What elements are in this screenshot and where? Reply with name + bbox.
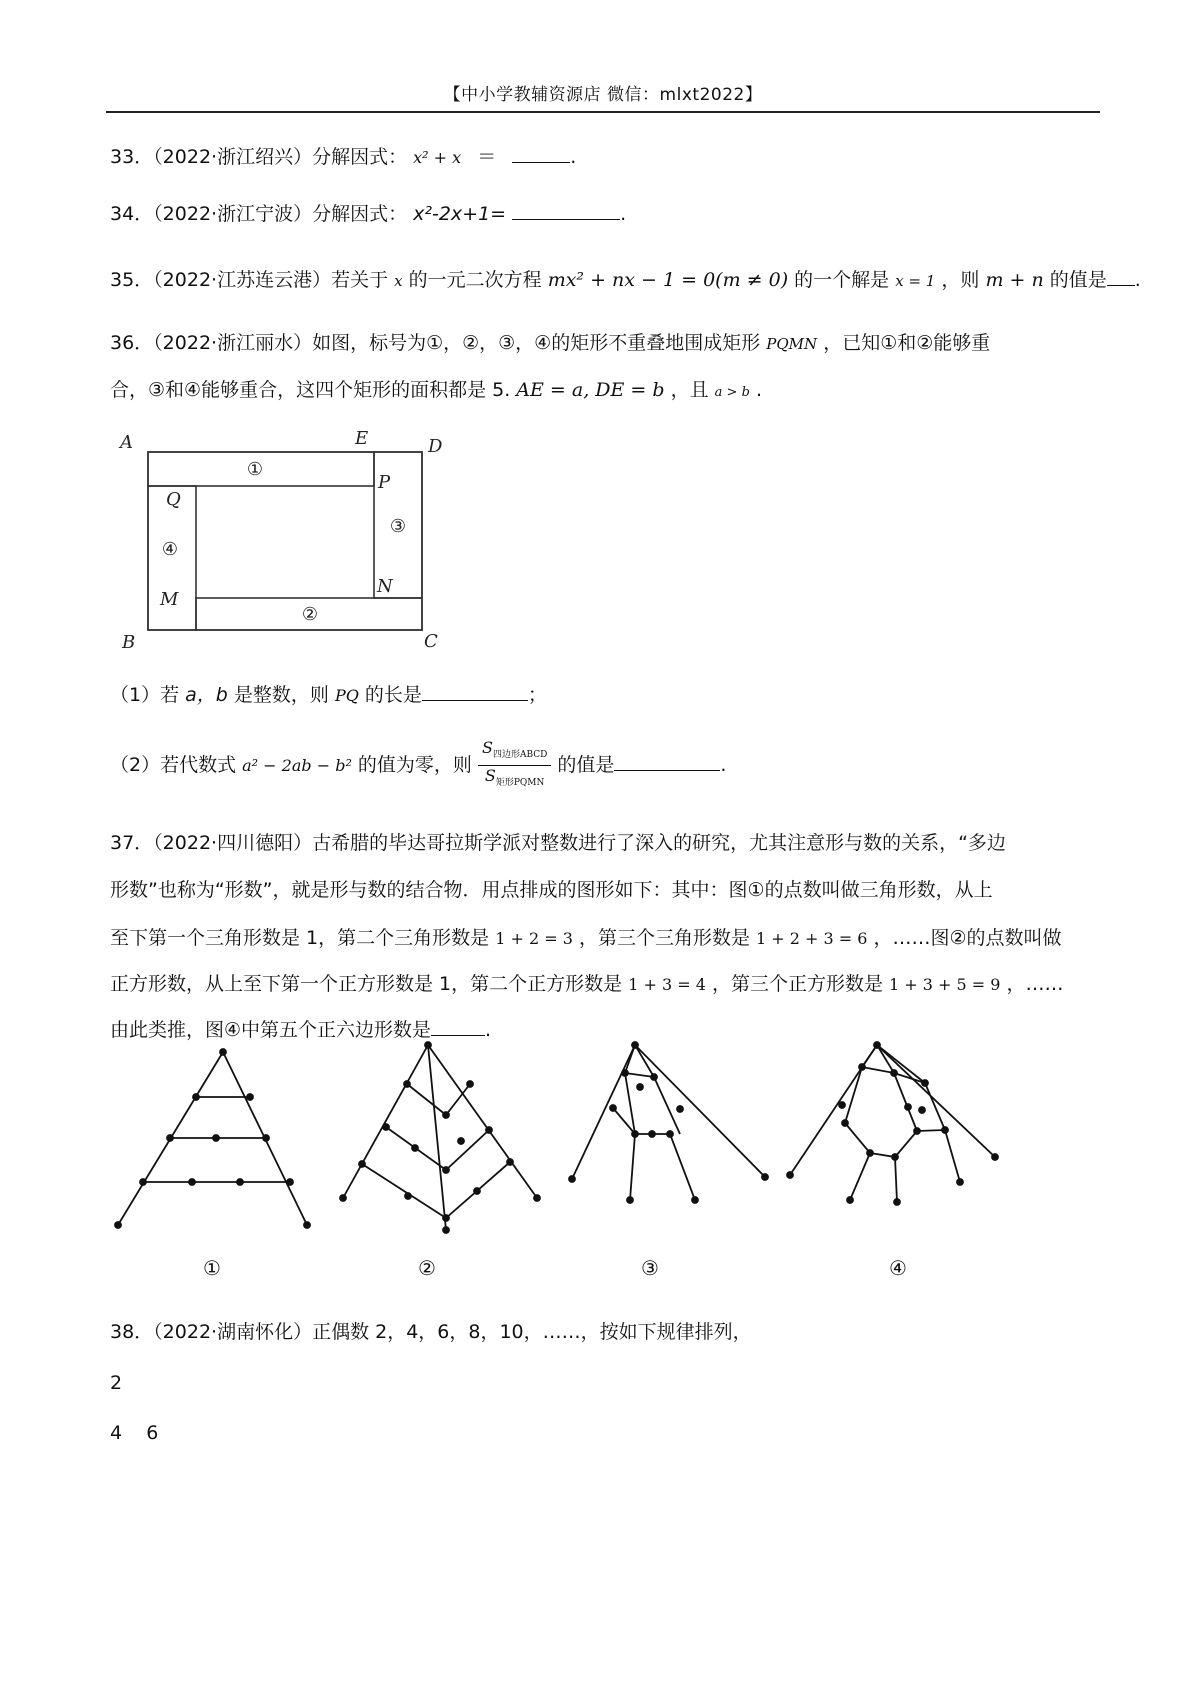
- q35-prefix: 35．（2022·江苏连云港）若关于: [110, 269, 389, 291]
- q37-line4-b: ，第三个正方形数是: [711, 973, 883, 995]
- q36-part1-suffix: 的长是: [364, 684, 422, 706]
- q36-line2-mid: ，且: [670, 379, 709, 401]
- q35-var-x: x: [394, 272, 403, 290]
- q34-expression: x²-2x+1=: [413, 203, 507, 225]
- figure-1-triangle: [115, 1049, 310, 1228]
- fraction-denominator: S: [484, 766, 496, 786]
- page-header: 【中小学教辅资源店 微信：mlxt2022】: [106, 80, 1100, 113]
- region-label-4: ④: [161, 539, 179, 560]
- q36-part1: [110, 680, 1100, 711]
- q35-suffix: 的值是: [1049, 269, 1107, 291]
- q36-part2-expression: a² − 2ab − b²: [242, 756, 352, 776]
- q36-part1-mid: 是整数，则: [233, 684, 329, 706]
- figure-label-4: ④: [889, 1256, 907, 1280]
- q37-line3-expr1: 1 + 2 = 3: [495, 929, 573, 948]
- q36-a-gt-b: a > b: [714, 385, 750, 400]
- question-35: 35．（2022·江苏连云港）若关于 x 的一元二次方程 mx² + nx − 1 = 0(m ≠ 0) 的一个解是 x = 1 ，则 m + n 的值是 .: [110, 269, 1141, 291]
- q37-line4-c: ，……: [1006, 973, 1064, 995]
- label-n: N: [377, 576, 393, 597]
- q36-part1-end: ；: [527, 684, 547, 706]
- q37-line5-end: .: [485, 1019, 492, 1041]
- q36-part2-mid: 的值为零，则: [357, 754, 472, 777]
- label-d: D: [428, 436, 443, 457]
- q36-rectangle-figure: [110, 420, 470, 660]
- q36-part1-pq: PQ: [334, 686, 359, 705]
- question-33: 33．（2022·浙江绍兴）分解因式： x² + x ＝ .: [110, 146, 577, 168]
- label-q: Q: [166, 489, 181, 510]
- region-label-2: ②: [301, 604, 319, 625]
- q37-answer-blank[interactable]: [431, 1017, 485, 1036]
- q38-line1: 38．（2022·湖南怀化）正偶数 2，4，6，8，10，……，按如下规律排列，: [110, 1321, 752, 1343]
- figure-2-square: [340, 1042, 540, 1233]
- region-label-3: ③: [389, 516, 407, 537]
- q37-line1: 37．（2022·四川德阳）古希腊的毕达哥拉斯学派对整数进行了深入的研究，尤其注意形与数的关系，“多边: [110, 832, 1006, 854]
- q33-answer-blank[interactable]: [512, 144, 570, 163]
- q36-ae-de: AE = a, DE = b: [516, 379, 665, 401]
- q37-line3-a: 至下第一个三角形数是 1，第二个三角形数是: [110, 927, 490, 949]
- q35-mid1: 的一元二次方程: [408, 269, 542, 291]
- figure-label-1: ①: [203, 1256, 221, 1280]
- q33-expression: x² + x: [413, 148, 462, 167]
- figure-label-2: ②: [418, 1256, 436, 1280]
- q35-equation: mx² + nx − 1 = 0(m ≠ 0): [547, 269, 789, 291]
- q37-line3: [110, 923, 1100, 954]
- q35-mid3: ，则: [941, 269, 980, 291]
- q36-part2: [110, 738, 1100, 793]
- q38-row2: 4 6: [110, 1422, 159, 1444]
- fraction-denominator-sub: 矩形PQMN: [495, 778, 545, 789]
- q37-line3-c: ，……图②的点数叫做: [873, 927, 1062, 949]
- q36-area-fraction: [478, 738, 551, 793]
- q34-answer-blank[interactable]: [512, 201, 620, 220]
- region-label-1: ①: [246, 459, 264, 480]
- q36-part2-answer-blank[interactable]: [614, 752, 720, 771]
- label-c: C: [424, 631, 438, 652]
- q36-part1-ab: a，b: [185, 684, 228, 706]
- figure-3-pentagon: [569, 1042, 768, 1203]
- question-36-line2: [110, 375, 1100, 408]
- q36-part1-prefix: （1）若: [110, 684, 180, 706]
- q35-solution: x = 1: [895, 272, 936, 290]
- q36-rect-name: PQMN: [766, 335, 818, 353]
- q37-line4-expr1: 1 + 3 = 4: [628, 975, 706, 994]
- question-34: 34．（2022·浙江宁波）分解因式： x²-2x+1= .: [110, 203, 627, 225]
- q36-line2-prefix: 合，③和④能够重合，这四个矩形的面积都是 5.: [110, 379, 511, 401]
- label-a: A: [120, 432, 133, 453]
- q37-line5-text: 由此类推，图④中第五个正六边形数是: [110, 1019, 432, 1041]
- q35-answer-blank[interactable]: [1107, 267, 1135, 286]
- q35-mid2: 的一个解是: [794, 269, 890, 291]
- q36-part2-end: .: [720, 754, 727, 777]
- figure-4-hexagon: [787, 1042, 998, 1205]
- q37-line4-a: 正方形数，从上至下第一个正方形数是 1，第二个正方形数是: [110, 973, 623, 995]
- label-p: P: [378, 472, 391, 493]
- label-m: M: [160, 589, 179, 610]
- q36-part1-answer-blank[interactable]: [422, 682, 528, 701]
- q37-line4-expr2: 1 + 3 + 5 = 9: [889, 975, 1001, 994]
- q37-polygonal-number-figures: [100, 1035, 1100, 1295]
- q33-prefix: 33．（2022·浙江绍兴）分解因式：: [110, 146, 408, 168]
- question-36-line1: [110, 328, 1100, 359]
- q37-line4: [110, 969, 1100, 1000]
- q33-equals: ＝: [477, 146, 497, 168]
- q36-line1-suffix: ，已知①和②能够重: [823, 332, 991, 354]
- q34-prefix: 34．（2022·浙江宁波）分解因式：: [110, 203, 408, 225]
- q36-line2-end: .: [755, 379, 762, 401]
- label-b: B: [122, 632, 136, 653]
- fraction-numerator: S: [481, 738, 493, 757]
- q37-line2: 形数”也称为“形数”，就是形与数的结合物．用点排成的图形如下：其中：图①的点数叫做三角形数，从上: [110, 879, 993, 901]
- q36-part2-suffix: 的值是: [557, 754, 615, 777]
- q36-part2-prefix: （2）若代数式: [110, 754, 237, 777]
- q37-line3-expr2: 1 + 2 + 3 = 6: [756, 929, 868, 948]
- fraction-numerator-sub: 四边形ABCD: [492, 750, 548, 761]
- figure-label-3: ③: [641, 1256, 659, 1280]
- q38-row1: 2: [110, 1372, 123, 1394]
- label-e: E: [355, 428, 369, 449]
- q37-line3-b: ，第三个三角形数是: [578, 927, 750, 949]
- q35-sum: m + n: [985, 269, 1044, 291]
- q36-line1-prefix: 36．（2022·浙江丽水）如图，标号为①，②，③，④的矩形不重叠地围成矩形: [110, 332, 761, 354]
